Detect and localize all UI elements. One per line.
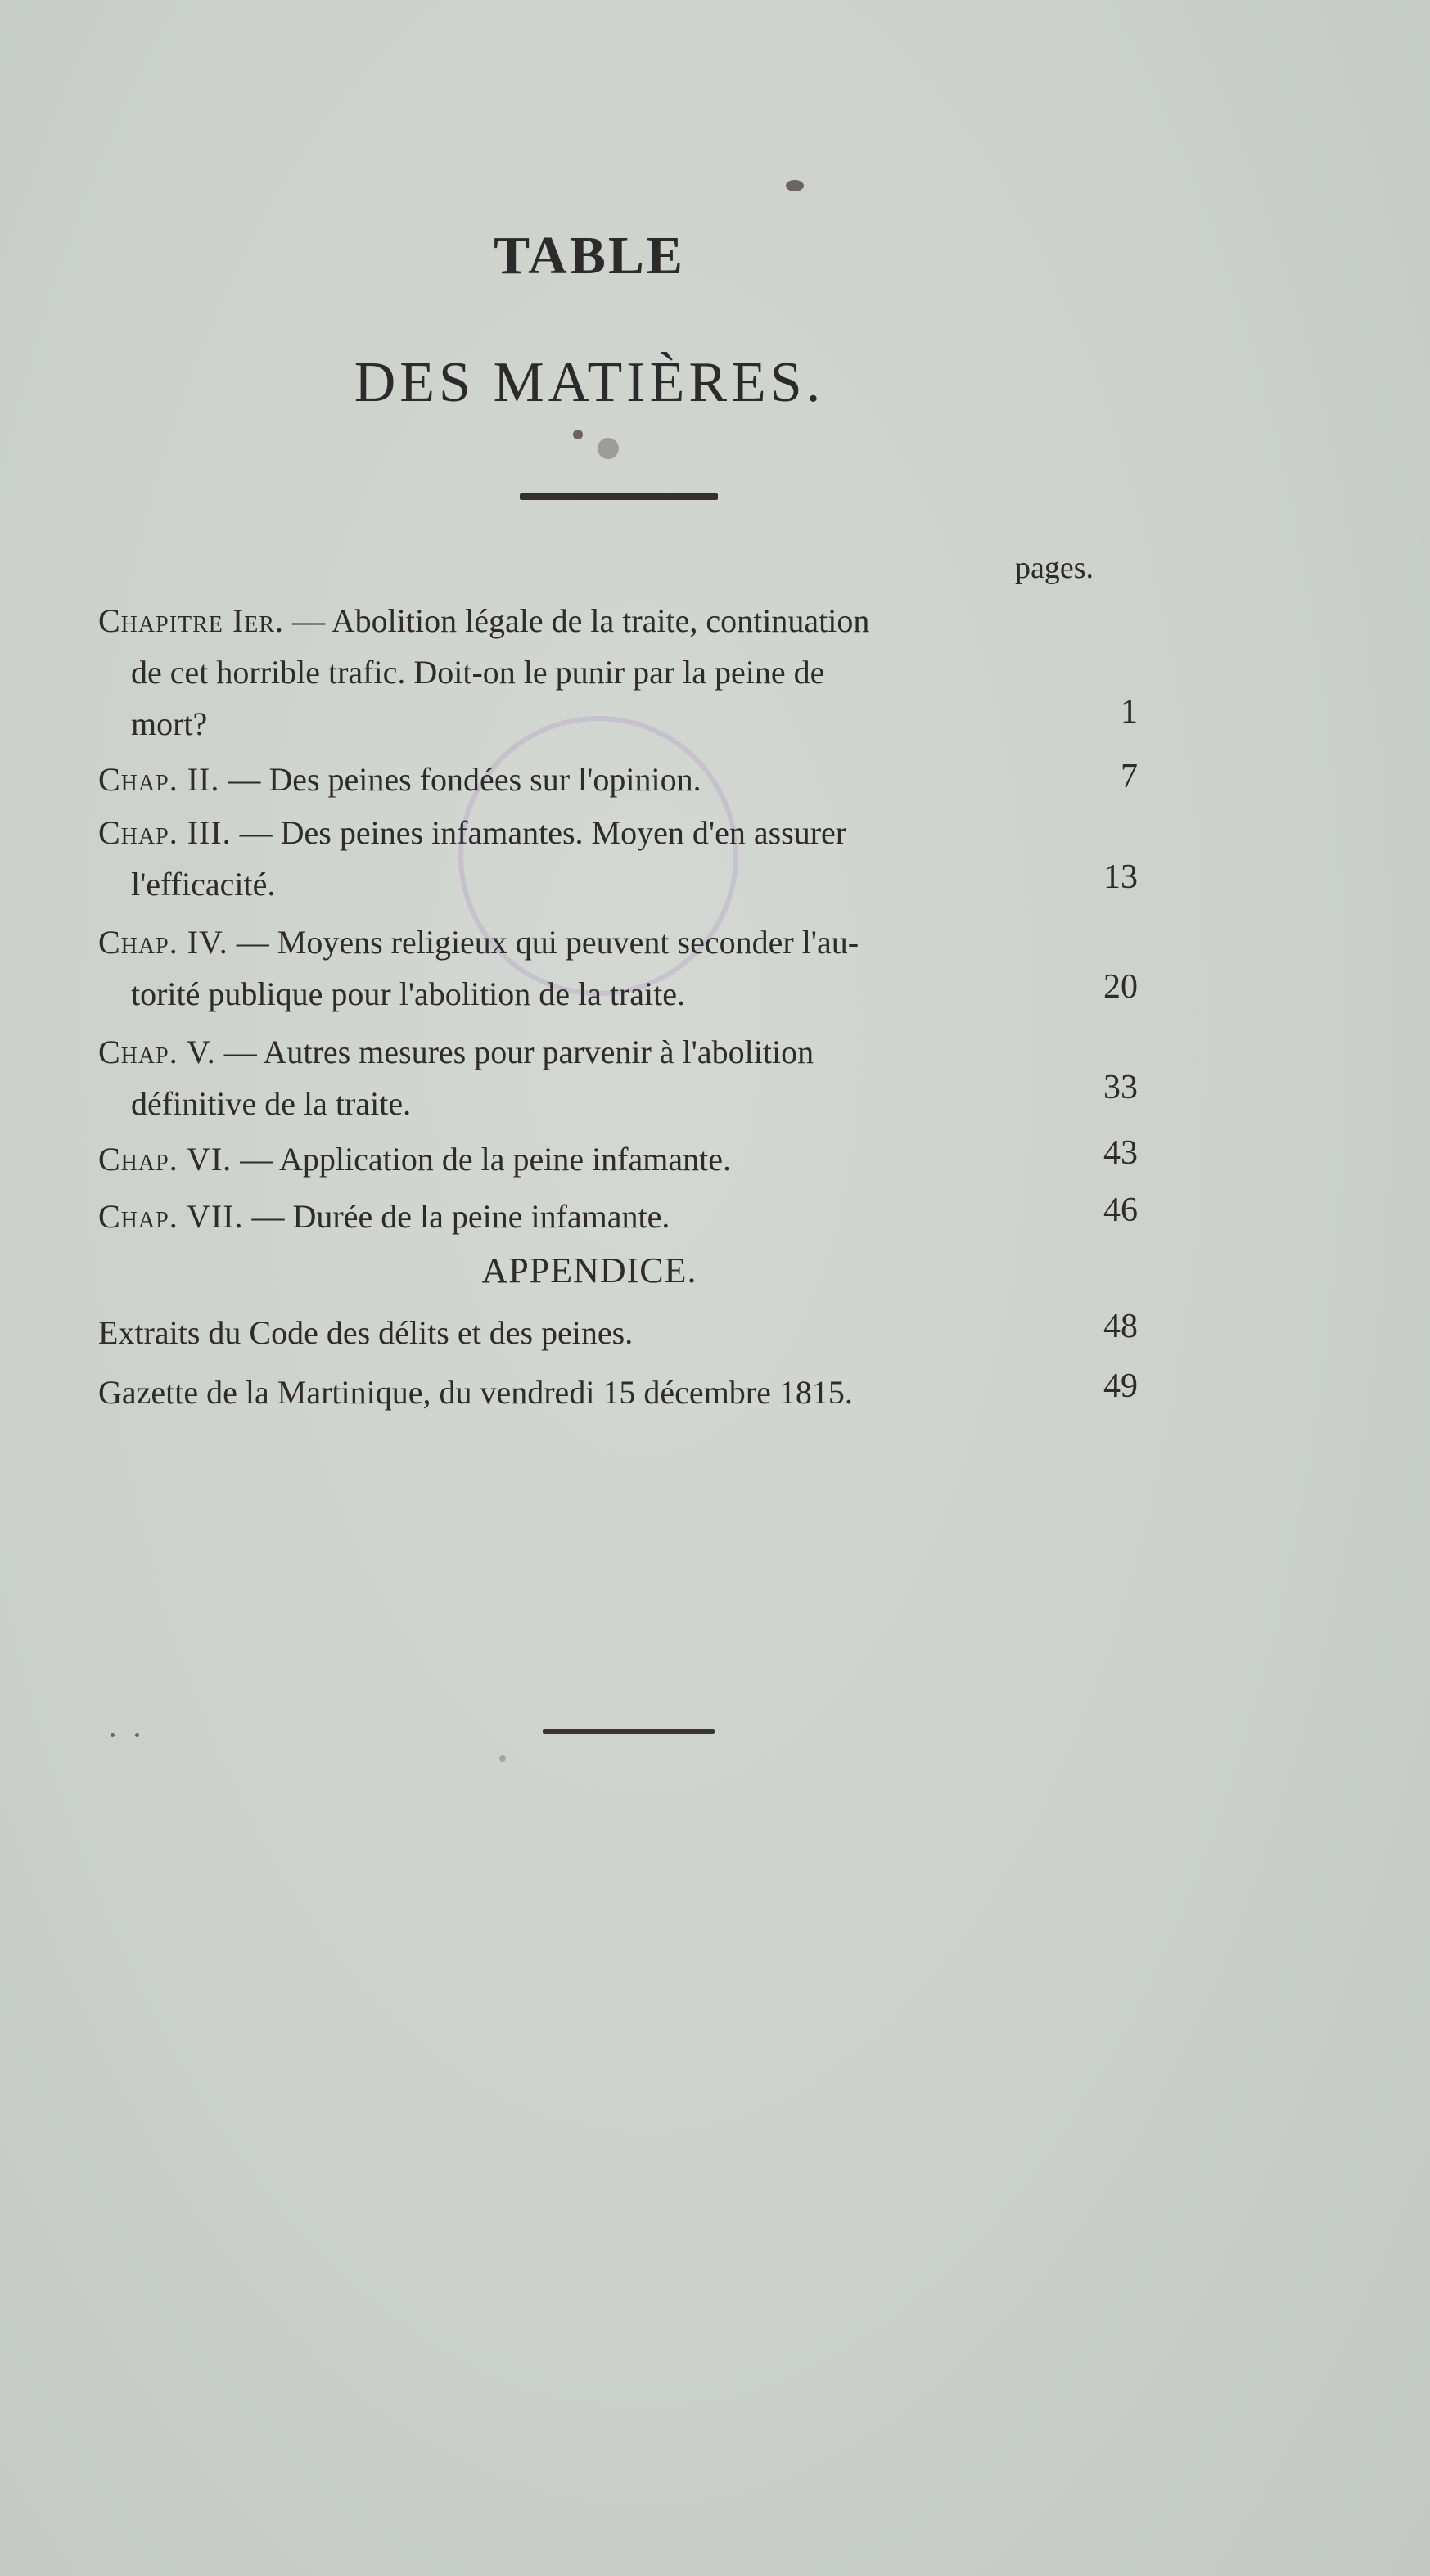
page-number-appendix-1: 48	[1103, 1308, 1138, 1345]
ink-speck	[573, 430, 583, 439]
page-number-chapter-3: 13	[1103, 858, 1138, 896]
page-number-chapter-5: 33	[1103, 1069, 1138, 1106]
toc-entry-appendix-1	[98, 1307, 1040, 1358]
ink-speck	[598, 438, 619, 459]
top-divider-rule	[520, 493, 718, 500]
chapter-label: Chapitre Ier.	[98, 602, 284, 639]
toc-entry-appendix-2	[98, 1367, 1040, 1418]
appendix-entry-text: Gazette de la Martinique, du vendredi 15 décembre 1815.	[98, 1374, 853, 1411]
page-number-chapter-1: 1	[1121, 693, 1138, 731]
chapter-label: Chap. VI.	[98, 1141, 232, 1178]
page-number-chapter-6: 43	[1103, 1134, 1138, 1172]
chapter-title-line: — Moyens religieux qui peuvent seconder l'au-	[236, 924, 859, 961]
chapter-label: Chap. VII.	[98, 1198, 244, 1235]
appendix-entry-text: Extraits du Code des délits et des peines.	[98, 1314, 634, 1351]
toc-entry-line	[98, 1191, 1040, 1242]
chapter-label: Chap. II.	[98, 761, 220, 798]
toc-entry-line	[98, 807, 1040, 858]
appendix-heading: APPENDICE.	[481, 1250, 697, 1290]
toc-entry-chapter-3	[98, 807, 1040, 910]
toc-entry-line	[98, 1026, 1040, 1078]
chapter-label: Chap. III.	[98, 814, 232, 851]
ink-speck	[111, 1733, 115, 1737]
toc-entry-chapter-4	[98, 916, 1040, 1020]
chapter-title-line: torité publique pour l'abolition de la traite.	[131, 975, 686, 1012]
toc-entry-chapter-1	[98, 595, 1040, 750]
chapter-title-line: l'efficacité.	[131, 866, 276, 903]
chapter-title-line: définitive de la traite.	[131, 1085, 412, 1122]
page-number-appendix-2: 49	[1103, 1367, 1138, 1405]
toc-entry-line	[98, 595, 1040, 646]
toc-entry-line	[98, 1133, 1040, 1185]
toc-entry-line	[98, 754, 1040, 805]
toc-entry-chapter-2	[98, 754, 1040, 805]
page-number-chapter-4: 20	[1103, 968, 1138, 1006]
title-line-2: DES MATIÈRES.	[354, 351, 825, 414]
chapter-title-line: mort?	[131, 705, 208, 742]
toc-entry-line	[98, 916, 1040, 968]
ink-speck	[499, 1755, 506, 1762]
chapter-label: Chap. V.	[98, 1034, 216, 1070]
toc-entry-chapter-7	[98, 1191, 1040, 1242]
chapter-title-line: — Durée de la peine infamante.	[251, 1198, 670, 1235]
bottom-divider-rule	[543, 1729, 715, 1734]
chapter-title-line: — Autres mesures pour parvenir à l'abolition	[223, 1034, 814, 1070]
chapter-title-line: — Des peines fondées sur l'opinion.	[228, 761, 701, 798]
chapter-title-line: — Abolition légale de la traite, continuation	[292, 602, 870, 639]
chapter-title-line: — Application de la peine infamante.	[240, 1141, 731, 1178]
page-number-chapter-2: 7	[1121, 758, 1138, 795]
page-number-chapter-7: 46	[1103, 1191, 1138, 1229]
title-line-1: TABLE	[494, 226, 685, 286]
pages-column-label: pages.	[1015, 551, 1094, 585]
chapter-title-line: de cet horrible trafic. Doit-on le punir par la peine de	[131, 654, 825, 691]
toc-entry-chapter-5	[98, 1026, 1040, 1129]
ink-speck	[135, 1733, 139, 1737]
chapter-title-line: — Des peines infamantes. Moyen d'en assurer	[239, 814, 847, 851]
chapter-label: Chap. IV.	[98, 924, 228, 961]
toc-entry-chapter-6	[98, 1133, 1040, 1185]
ink-speck	[786, 180, 804, 191]
